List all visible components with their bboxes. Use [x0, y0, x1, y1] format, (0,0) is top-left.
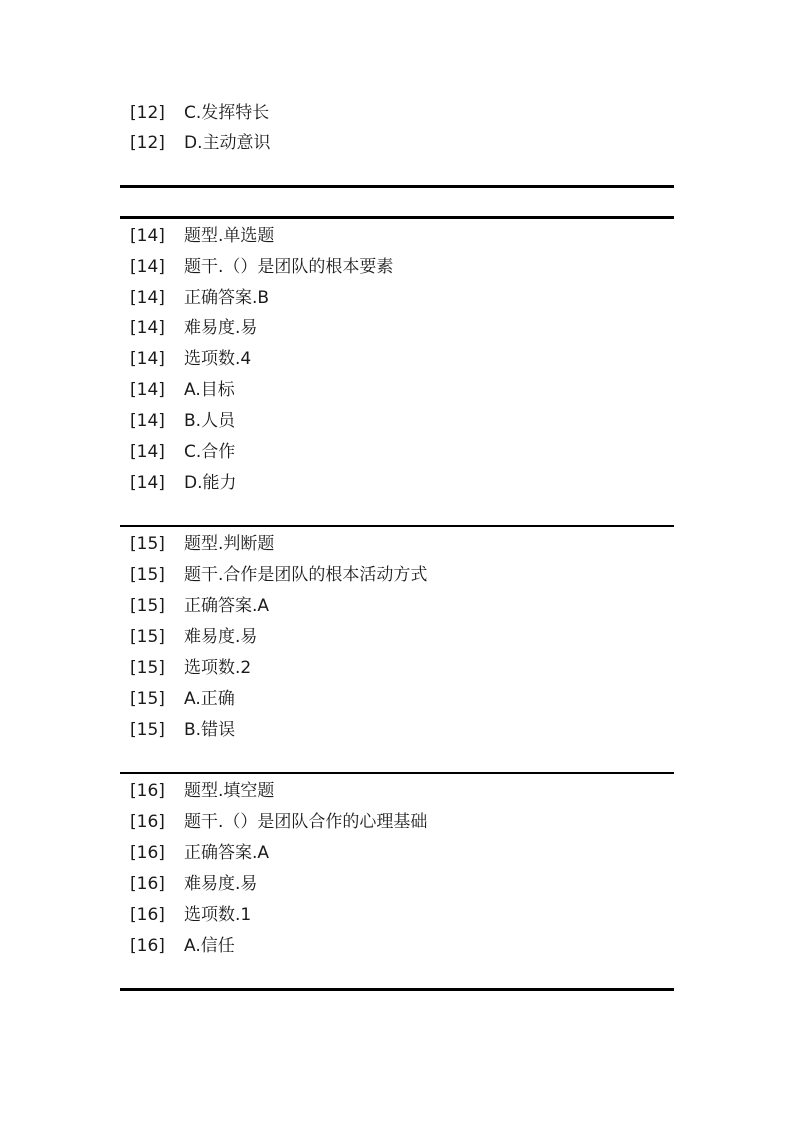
row-number: [15]	[130, 627, 165, 647]
q14-row-stem	[130, 255, 393, 279]
row-text: 选项数.2	[184, 658, 252, 678]
row-number: [14]	[130, 288, 165, 308]
q16-row-option-count	[130, 903, 251, 927]
section-divider	[120, 988, 674, 991]
row-number: [14]	[130, 349, 165, 369]
q15-row-option-a	[130, 687, 235, 711]
row-text: 正确答案.A	[184, 843, 270, 863]
q14-row-option-b	[130, 409, 235, 433]
row-text: A.目标	[184, 380, 235, 400]
row-text: 难易度.易	[184, 627, 258, 647]
row-number: [12]	[130, 103, 165, 123]
q15-row-stem	[130, 563, 427, 587]
q15-row-answer	[130, 594, 269, 618]
row-number: [16]	[130, 812, 165, 832]
section-divider	[120, 525, 674, 527]
section-divider	[120, 772, 674, 774]
q16-row-option-a	[130, 934, 235, 958]
row-text: 选项数.1	[184, 905, 252, 925]
row-number: [14]	[130, 318, 165, 338]
row-number: [14]	[130, 257, 165, 277]
q15-row-option-count	[130, 656, 251, 680]
row-text: 正确答案.A	[184, 596, 270, 616]
q14-row-option-count	[130, 347, 251, 371]
row-text: C.合作	[184, 442, 236, 462]
row-text: 题干.（）是团队的根本要素	[184, 257, 394, 277]
q16-row-answer	[130, 841, 269, 865]
row-text: 题型.判断题	[184, 534, 275, 554]
row-text: A.信任	[184, 936, 235, 956]
row-number: [15]	[130, 596, 165, 616]
row-number: [14]	[130, 442, 165, 462]
row-number: [14]	[130, 411, 165, 431]
q14-row-type	[130, 224, 274, 248]
row-number: [15]	[130, 689, 165, 709]
row-number: [12]	[130, 133, 165, 153]
q16-row-stem	[130, 810, 427, 834]
row-number: [14]	[130, 380, 165, 400]
row-text: 题型.填空题	[184, 781, 275, 801]
row-number: [15]	[130, 565, 165, 585]
row-text: 题干.合作是团队的根本活动方式	[184, 565, 428, 585]
q12-row-option-c	[130, 101, 269, 125]
row-number: [15]	[130, 534, 165, 554]
row-number: [16]	[130, 843, 165, 863]
q14-row-answer	[130, 286, 269, 310]
row-text: A.正确	[184, 689, 235, 709]
row-number: [16]	[130, 936, 165, 956]
row-text: 选项数.4	[184, 349, 252, 369]
q14-row-option-d	[130, 471, 237, 495]
q16-row-difficulty	[130, 872, 257, 896]
row-text: B.人员	[184, 411, 236, 431]
row-number: [14]	[130, 473, 165, 493]
row-number: [15]	[130, 658, 165, 678]
q15-row-type	[130, 532, 274, 556]
row-number: [15]	[130, 720, 165, 740]
row-number: [16]	[130, 781, 165, 801]
row-text: B.错误	[184, 720, 236, 740]
section-divider	[120, 216, 674, 219]
row-text: 题型.单选题	[184, 226, 275, 246]
row-number: [16]	[130, 905, 165, 925]
q14-row-difficulty	[130, 316, 257, 340]
row-text: D.主动意识	[184, 133, 271, 153]
q14-row-option-a	[130, 378, 235, 402]
row-text: 题干.（）是团队合作的心理基础	[184, 812, 428, 832]
q12-row-option-d	[130, 131, 271, 155]
row-number: [14]	[130, 226, 165, 246]
q14-row-option-c	[130, 440, 235, 464]
row-text: 正确答案.B	[184, 288, 270, 308]
q16-row-type	[130, 779, 274, 803]
section-divider	[120, 185, 674, 188]
q15-row-difficulty	[130, 625, 257, 649]
row-number: [16]	[130, 874, 165, 894]
row-text: C.发挥特长	[184, 103, 270, 123]
q15-row-option-b	[130, 718, 235, 742]
row-text: 难易度.易	[184, 874, 258, 894]
row-text: D.能力	[184, 473, 237, 493]
row-text: 难易度.易	[184, 318, 258, 338]
